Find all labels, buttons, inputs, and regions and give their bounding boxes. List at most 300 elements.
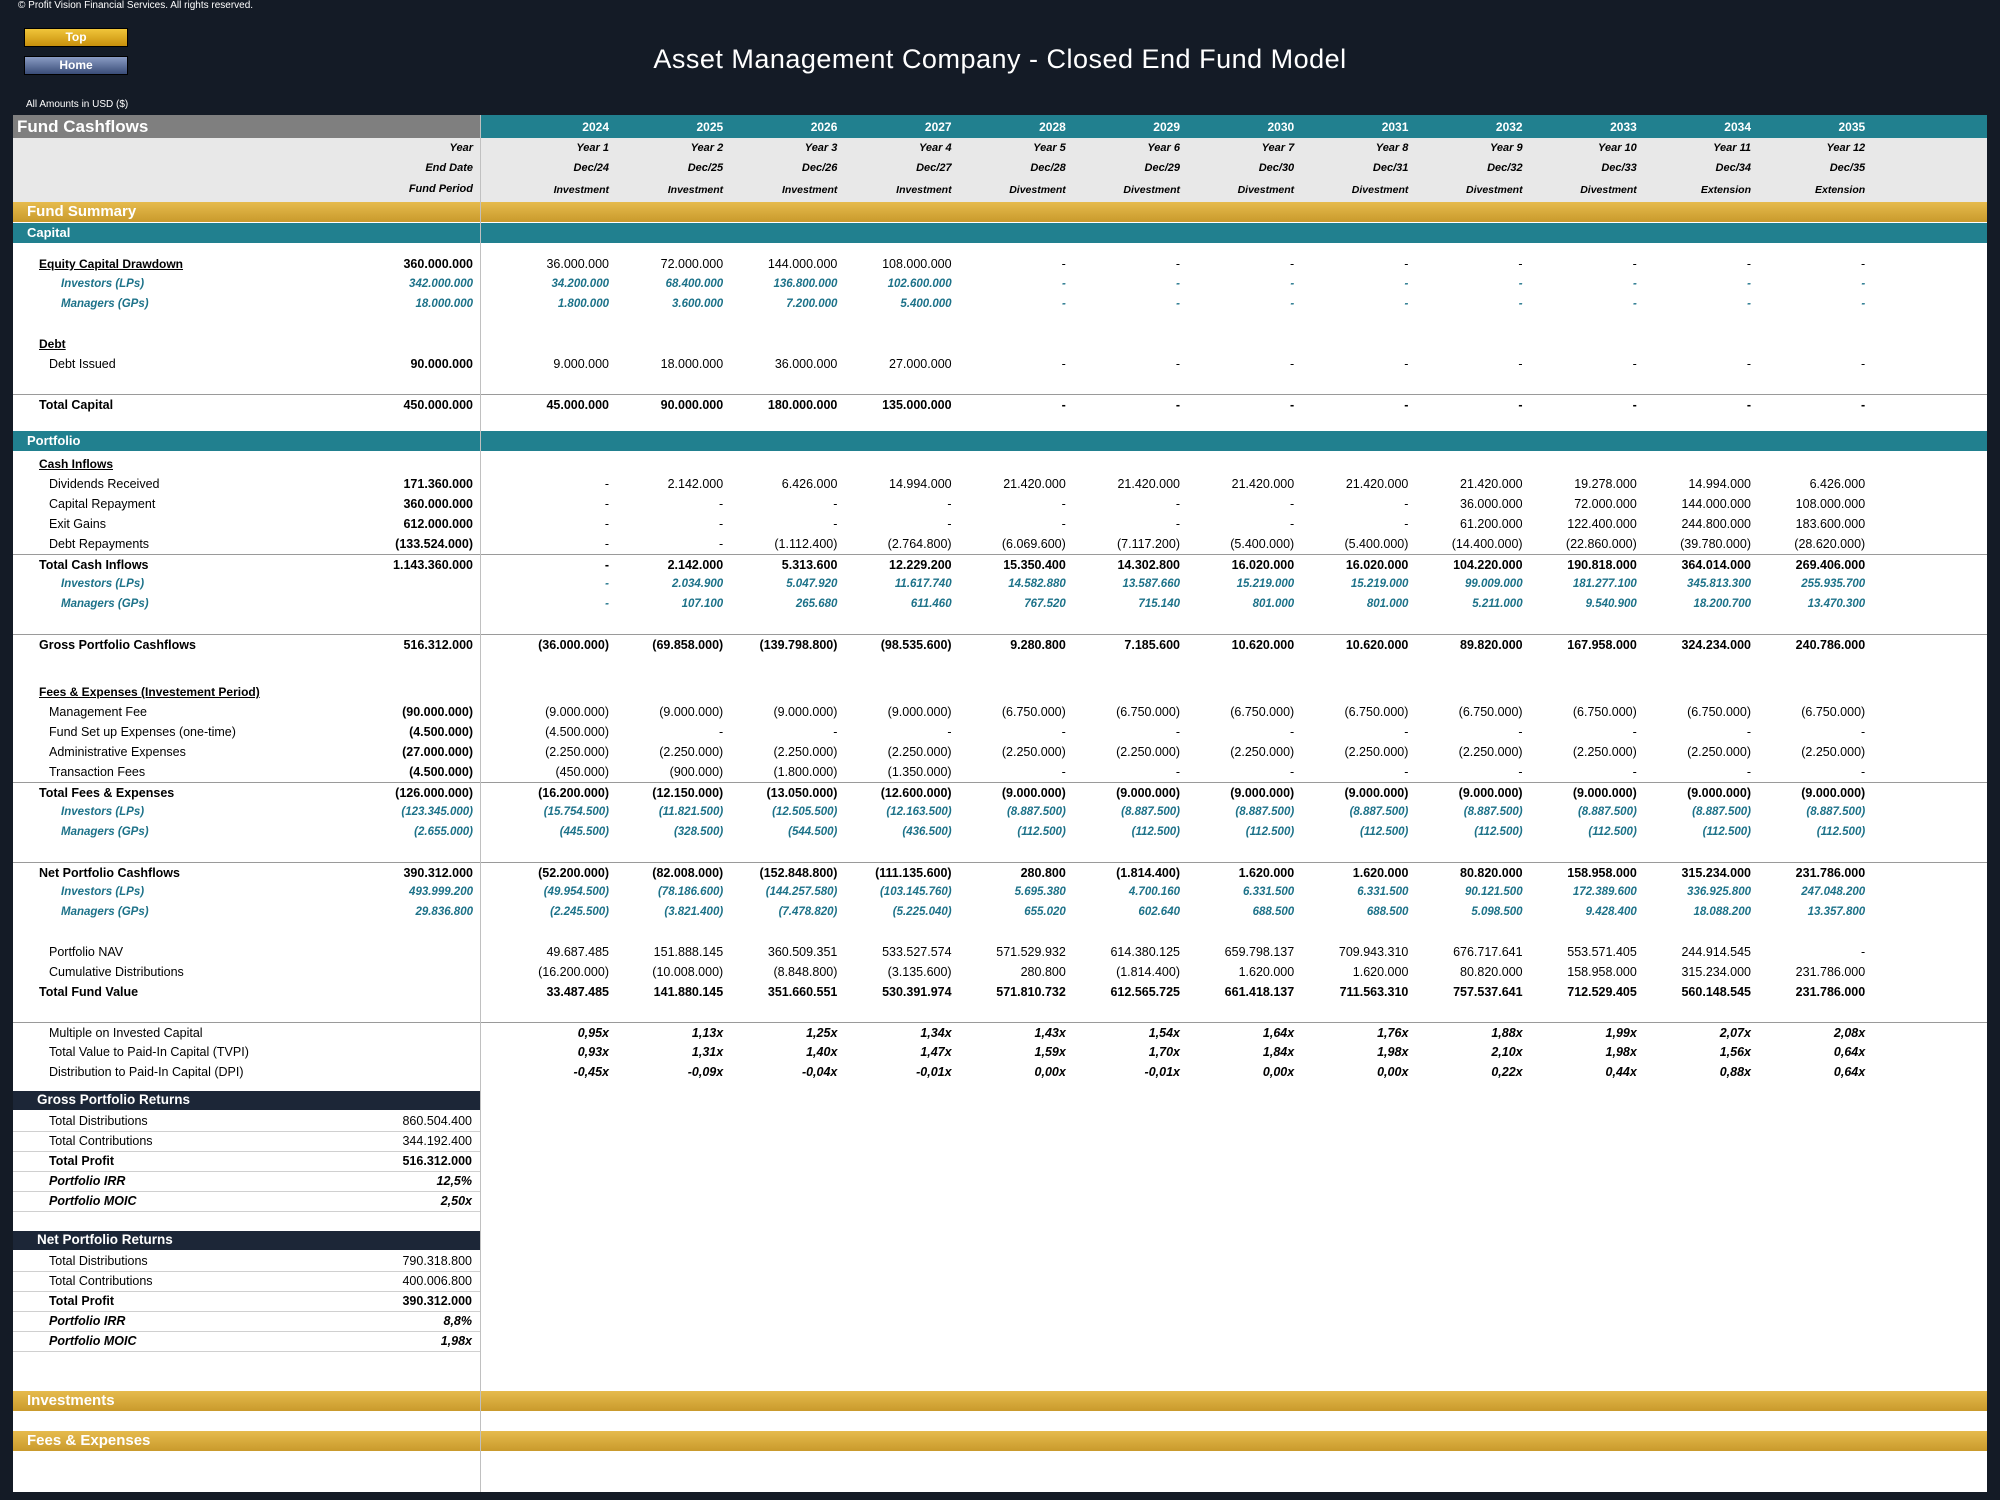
row-total: 342.000.000 — [409, 278, 473, 290]
row-label: Fund Set up Expenses (one-time) — [49, 725, 236, 739]
summary-value: 390.312.000 — [402, 1294, 472, 1308]
row-cell: 6.426.000 — [1809, 477, 1866, 491]
row-cell: (450.000) — [555, 765, 609, 779]
row-cell: 36.000.000 — [1460, 497, 1523, 511]
row-label: Net Portfolio Cashflows — [39, 866, 180, 880]
row-cell: 280.800 — [1020, 965, 1066, 979]
row-total: 360.000.000 — [403, 497, 473, 511]
row-cell: 1,34x — [920, 1026, 952, 1040]
row-label: Portfolio NAV — [49, 945, 124, 959]
summary-label: Total Profit — [49, 1294, 115, 1308]
row-label: Total Fund Value — [39, 985, 139, 999]
row-cell: 1,98x — [1605, 1045, 1637, 1059]
summary-value: 400.006.800 — [402, 1274, 472, 1288]
row-cell: - — [1746, 765, 1751, 779]
fund-period: Extension — [1815, 184, 1866, 196]
row-cell: - — [1061, 497, 1066, 511]
row-cell: (1.814.400) — [1116, 965, 1180, 979]
row-cell: (445.500) — [559, 826, 609, 838]
table-row[interactable] — [13, 962, 1987, 982]
row-cell: 104.220.000 — [1453, 558, 1523, 572]
row-cell: 1,88x — [1491, 1026, 1523, 1040]
row-cell: - — [947, 517, 952, 531]
row-label: Multiple on Invested Capital — [49, 1026, 203, 1040]
row-cell: (139.798.800) — [759, 638, 838, 652]
row-cell: 18.200.700 — [1693, 598, 1751, 610]
row-cell: (112.500) — [1360, 826, 1409, 838]
row-label: Management Fee — [49, 705, 147, 719]
row-label: Transaction Fees — [49, 765, 146, 779]
row-cell: 158.958.000 — [1567, 965, 1637, 979]
summary-row[interactable] — [13, 1151, 480, 1172]
row-cell: 61.200.000 — [1460, 517, 1523, 531]
row-cell: (6.750.000) — [1230, 705, 1295, 719]
row-cell: 715.140 — [1138, 598, 1180, 610]
table-row[interactable] — [13, 334, 1987, 354]
summary-label: Total Distributions — [49, 1114, 148, 1128]
row-cell: (4.500.000) — [545, 725, 609, 739]
row-cell: (3.821.400) — [664, 906, 724, 918]
row-cell: - — [719, 725, 724, 739]
band-label: Fund Summary — [27, 203, 137, 220]
row-cell: 141.880.145 — [653, 985, 724, 999]
row-cell: (2.250.000) — [1572, 745, 1637, 759]
summary-row[interactable] — [13, 1271, 480, 1292]
row-cell: 5.211.000 — [1472, 598, 1523, 610]
summary-value: 516.312.000 — [402, 1154, 472, 1168]
row-cell: 0,44x — [1605, 1065, 1637, 1079]
year-label: Year 3 — [804, 142, 838, 154]
row-cell: 1,47x — [920, 1045, 952, 1059]
band-label: Portfolio — [27, 433, 81, 448]
row-cell: 10.620.000 — [1231, 638, 1295, 652]
row-label: Investors (LPs) — [61, 278, 145, 290]
row-cell: (9.000.000) — [1458, 786, 1523, 800]
row-cell: - — [1404, 765, 1409, 779]
row-cell: 136.800.000 — [773, 278, 838, 290]
row-cell: - — [1061, 725, 1066, 739]
summary-row[interactable] — [13, 1331, 480, 1352]
row-cell: 255.935.700 — [1801, 578, 1866, 590]
summary-row[interactable] — [13, 1291, 480, 1312]
row-cell: 107.100 — [681, 598, 724, 610]
row-cell: 1,84x — [1262, 1045, 1295, 1059]
row-cell: - — [1176, 278, 1180, 290]
row-cell: 709.943.310 — [1338, 945, 1409, 959]
row-cell: 602.640 — [1138, 906, 1180, 918]
row-cell: - — [1861, 357, 1866, 371]
year-header: 2030 — [1267, 120, 1295, 134]
row-cell: 3.600.000 — [672, 298, 724, 310]
row-cell: 1.620.000 — [1238, 965, 1295, 979]
row-cell: 612.565.725 — [1110, 985, 1180, 999]
row-cell: (6.750.000) — [1687, 705, 1751, 719]
row-cell: 1.620.000 — [1238, 866, 1295, 880]
row-cell: 265.680 — [795, 598, 838, 610]
row-label: Fees & Expenses (Investement Period) — [39, 685, 260, 699]
table-row[interactable] — [13, 394, 1987, 415]
table-row[interactable] — [13, 702, 1987, 722]
row-cell: - — [1175, 398, 1180, 412]
row-cell: 0,64x — [1833, 1065, 1866, 1079]
summary-row[interactable] — [13, 1111, 480, 1132]
row-cell: - — [1632, 357, 1637, 371]
band-fees-expenses[interactable] — [13, 1431, 1987, 1451]
row-cell: (1.814.400) — [1116, 866, 1180, 880]
row-cell: 135.000.000 — [882, 398, 952, 412]
row-cell: (8.887.500) — [1235, 806, 1295, 818]
row-cell: (14.400.000) — [1451, 537, 1523, 551]
row-cell: (7.117.200) — [1116, 537, 1180, 551]
row-cell: (9.000.000) — [1230, 786, 1295, 800]
row-cell: (328.500) — [673, 826, 724, 838]
row-cell: 1,56x — [1719, 1045, 1751, 1059]
row-label: Managers (GPs) — [61, 298, 149, 310]
row-cell: 315.234.000 — [1681, 866, 1751, 880]
row-cell: 1,25x — [806, 1026, 838, 1040]
row-cell: (9.000.000) — [773, 705, 838, 719]
row-cell: - — [1290, 257, 1295, 271]
row-cell: 7.200.000 — [786, 298, 838, 310]
row-cell: - — [1861, 257, 1866, 271]
table-row[interactable] — [13, 1042, 1987, 1062]
row-total: (27.000.000) — [402, 745, 473, 759]
year-label: Year 7 — [1261, 142, 1295, 154]
table-row[interactable] — [13, 762, 1987, 782]
table-row[interactable] — [13, 1062, 1987, 1082]
table-row[interactable] — [13, 822, 1987, 842]
row-cell: 757.537.641 — [1453, 985, 1523, 999]
row-label: Cumulative Distributions — [49, 965, 184, 979]
row-cell: (112.500) — [1017, 826, 1066, 838]
year-header: 2031 — [1381, 120, 1409, 134]
summary-value: 860.504.400 — [402, 1114, 472, 1128]
row-cell: 14.994.000 — [1688, 477, 1751, 491]
row-cell: 767.520 — [1024, 598, 1066, 610]
row-cell: 0,00x — [1262, 1065, 1295, 1079]
row-cell: (152.848.800) — [759, 866, 838, 880]
row-cell: - — [1404, 517, 1409, 531]
row-cell: 21.420.000 — [1460, 477, 1523, 491]
table-row[interactable] — [13, 862, 1987, 883]
row-cell: 34.200.000 — [551, 278, 609, 290]
row-cell: (2.250.000) — [1801, 745, 1866, 759]
row-cell: 13.357.800 — [1807, 906, 1866, 918]
row-cell: (9.000.000) — [887, 705, 952, 719]
row-cell: - — [1747, 278, 1751, 290]
row-label: Debt Repayments — [49, 537, 150, 551]
year-label: Year 12 — [1826, 142, 1866, 154]
row-cell: 7.185.600 — [1124, 638, 1180, 652]
year-header: 2026 — [810, 120, 838, 134]
row-cell: (112.500) — [1816, 826, 1866, 838]
row-cell: 688.500 — [1366, 906, 1409, 918]
row-cell: (900.000) — [669, 765, 724, 779]
row-cell: - — [1404, 398, 1409, 412]
row-total: 390.312.000 — [403, 866, 473, 880]
row-cell: (2.245.500) — [550, 906, 609, 918]
row-cell: - — [1746, 725, 1751, 739]
end-date: Dec/31 — [1372, 162, 1409, 174]
row-cell: 1,99x — [1605, 1026, 1637, 1040]
table-row[interactable] — [13, 722, 1987, 742]
summary-value: 790.318.800 — [402, 1254, 472, 1268]
row-cell: 6.426.000 — [781, 477, 838, 491]
row-cell: 68.400.000 — [665, 278, 724, 290]
table-row[interactable] — [13, 274, 1987, 294]
row-cell: 144.000.000 — [1681, 497, 1751, 511]
row-cell: 2,10x — [1491, 1045, 1523, 1059]
row-cell: 14.302.800 — [1117, 558, 1180, 572]
summary-row[interactable] — [13, 1131, 480, 1152]
row-cell: - — [1746, 257, 1751, 271]
row-cell: 1,43x — [1034, 1026, 1066, 1040]
row-cell: 15.350.400 — [1003, 558, 1066, 572]
row-label: Distribution to Paid-In Capital (DPI) — [49, 1065, 244, 1079]
row-cell: 89.820.000 — [1460, 638, 1523, 652]
row-cell: 21.420.000 — [1003, 477, 1066, 491]
row-cell: - — [1175, 257, 1180, 271]
row-cell: 15.219.000 — [1236, 578, 1295, 590]
table-row[interactable] — [13, 742, 1987, 762]
row-cell: - — [719, 537, 724, 551]
band-investments[interactable] — [13, 1391, 1987, 1411]
row-cell: (2.250.000) — [1116, 745, 1180, 759]
row-cell: (8.887.500) — [1463, 806, 1523, 818]
row-cell: 1.620.000 — [1352, 965, 1409, 979]
row-cell: - — [1404, 357, 1409, 371]
row-cell: (49.954.500) — [543, 886, 609, 898]
fund-period: Investment — [781, 184, 838, 196]
fund-period: Divestment — [1237, 184, 1295, 196]
row-cell: 1,40x — [806, 1045, 838, 1059]
band-label: Investments — [27, 1392, 115, 1409]
row-total: 171.360.000 — [403, 477, 473, 491]
row-cell: -0,45x — [573, 1065, 609, 1079]
table-row[interactable] — [13, 514, 1987, 534]
row-label: Managers (GPs) — [61, 598, 149, 610]
table-row[interactable] — [13, 1022, 1987, 1043]
row-cell: (3.135.600) — [887, 965, 952, 979]
row-cell: - — [1518, 298, 1523, 310]
table-row[interactable] — [13, 574, 1987, 594]
row-cell: 183.600.000 — [1795, 517, 1866, 531]
row-cell: - — [1290, 725, 1295, 739]
row-cell: - — [1290, 398, 1295, 412]
row-cell: - — [1175, 517, 1180, 531]
end-date: Dec/26 — [801, 162, 838, 174]
row-cell: 2,08x — [1833, 1026, 1866, 1040]
row-cell: 269.406.000 — [1795, 558, 1866, 572]
row-cell: (9.000.000) — [1344, 786, 1409, 800]
row-cell: - — [1632, 398, 1637, 412]
summary-label: Portfolio IRR — [49, 1174, 126, 1188]
row-label: Total Fees & Expenses — [39, 786, 175, 800]
table-row[interactable] — [13, 354, 1987, 374]
row-cell: (6.750.000) — [1344, 705, 1409, 719]
gross-returns-header — [13, 1091, 480, 1110]
row-total: (133.524.000) — [395, 537, 473, 551]
table-row[interactable] — [13, 882, 1987, 902]
end-date: Dec/33 — [1601, 162, 1637, 174]
row-cell: 72.000.000 — [660, 257, 724, 271]
row-cell: 530.391.974 — [882, 985, 952, 999]
spreadsheet[interactable] — [13, 115, 1987, 1492]
row-cell: (8.887.500) — [1349, 806, 1409, 818]
row-label: Equity Capital Drawdown — [39, 257, 184, 271]
row-cell: 144.000.000 — [767, 257, 838, 271]
row-cell: -0,04x — [801, 1065, 838, 1079]
row-cell: 688.500 — [1252, 906, 1295, 918]
row-cell: (111.135.600) — [875, 866, 952, 880]
row-cell: (1.112.400) — [774, 537, 838, 551]
table-row[interactable] — [13, 942, 1987, 962]
fund-period: Divestment — [1465, 184, 1523, 196]
row-cell: - — [604, 558, 609, 572]
table-row[interactable] — [13, 254, 1987, 274]
row-cell: 18.088.200 — [1693, 906, 1751, 918]
table-row[interactable] — [13, 594, 1987, 614]
row-cell: 0,00x — [1034, 1065, 1066, 1079]
row-cell: - — [1175, 497, 1180, 511]
band-label: Fees & Expenses — [27, 1432, 151, 1449]
row-cell: (8.887.500) — [1121, 806, 1180, 818]
year-label: Year 2 — [690, 142, 724, 154]
row-cell: - — [1632, 278, 1637, 290]
row-cell: 0,95x — [577, 1026, 609, 1040]
summary-value: 12,5% — [436, 1174, 472, 1188]
table-row[interactable] — [13, 782, 1987, 803]
table-row[interactable] — [13, 534, 1987, 554]
row-cell: 0,64x — [1833, 1045, 1866, 1059]
row-cell: (52.200.000) — [538, 866, 609, 880]
summary-label: Total Profit — [49, 1154, 115, 1168]
row-cell: (112.500) — [1245, 826, 1295, 838]
summary-label: Portfolio MOIC — [49, 1194, 137, 1208]
page-title: Asset Management Company - Closed End Fund Model — [653, 44, 1347, 74]
row-cell: 45.000.000 — [546, 398, 609, 412]
row-cell: (6.750.000) — [1116, 705, 1180, 719]
row-cell: (1.800.000) — [773, 765, 838, 779]
copyright-text: © Profit Vision Financial Services. All rights reserved. — [18, 0, 254, 11]
band-fund-summary[interactable] — [13, 202, 1987, 222]
row-cell: 1.620.000 — [1352, 866, 1409, 880]
row-cell: 571.529.932 — [996, 945, 1066, 959]
row-cell: (78.186.600) — [657, 886, 724, 898]
row-cell: 0,00x — [1377, 1065, 1409, 1079]
row-cell: 711.563.310 — [1339, 985, 1409, 999]
row-cell: - — [1632, 765, 1637, 779]
row-cell: (9.000.000) — [1572, 786, 1637, 800]
row-label: Debt Issued — [49, 357, 116, 371]
row-cell: 231.786.000 — [1795, 866, 1866, 880]
row-cell: 9.540.900 — [1585, 598, 1637, 610]
row-cell: 611.460 — [910, 598, 952, 610]
summary-row[interactable] — [13, 1171, 480, 1192]
row-cell: 2.142.000 — [667, 477, 724, 491]
net-returns-header — [13, 1231, 480, 1250]
fund-period: Divestment — [1009, 184, 1066, 196]
row-cell: -0,01x — [1144, 1065, 1180, 1079]
table-row[interactable] — [13, 474, 1987, 494]
row-cell: 15.219.000 — [1350, 578, 1409, 590]
fund-period: Divestment — [1351, 184, 1409, 196]
table-row[interactable] — [13, 682, 1987, 702]
top-button[interactable]: Top — [24, 28, 128, 47]
year-label: Year 8 — [1375, 142, 1409, 154]
row-cell: - — [1061, 765, 1066, 779]
summary-row[interactable] — [13, 1251, 480, 1272]
row-cell: 1,70x — [1148, 1045, 1180, 1059]
row-label: Total Value to Paid-In Capital (TVPI) — [49, 1045, 249, 1059]
table-row[interactable] — [13, 634, 1987, 655]
row-cell: (544.500) — [788, 826, 838, 838]
row-cell: (39.780.000) — [1680, 537, 1751, 551]
column-divider — [480, 115, 481, 1492]
summary-row[interactable] — [13, 1191, 480, 1212]
row-cell: (8.887.500) — [1806, 806, 1866, 818]
row-cell: 122.400.000 — [1567, 517, 1637, 531]
row-cell: - — [947, 497, 952, 511]
row-cell: - — [1175, 725, 1180, 739]
row-label: Managers (GPs) — [61, 906, 149, 918]
row-cell: (2.250.000) — [1344, 745, 1409, 759]
home-button[interactable]: Home — [24, 56, 128, 75]
table-row[interactable] — [13, 494, 1987, 514]
row-cell: 18.000.000 — [660, 357, 724, 371]
row-cell: 19.278.000 — [1574, 477, 1637, 491]
row-cell: (15.754.500) — [543, 806, 609, 818]
summary-row[interactable] — [13, 1311, 480, 1332]
summary-value: 8,8% — [443, 1314, 472, 1328]
table-row[interactable] — [13, 454, 1987, 474]
row-cell: 6.331.500 — [1243, 886, 1295, 898]
table-row[interactable] — [13, 982, 1987, 1002]
row-cell: 1,31x — [691, 1045, 724, 1059]
row-cell: (11.821.500) — [658, 806, 724, 818]
row-cell: 1,54x — [1148, 1026, 1180, 1040]
row-cell: (12.600.000) — [880, 786, 952, 800]
row-total: (90.000.000) — [402, 705, 473, 719]
row-cell: 1,13x — [691, 1026, 724, 1040]
table-row[interactable] — [13, 902, 1987, 922]
summary-value: 2,50x — [440, 1194, 472, 1208]
row-cell: 12.229.200 — [889, 558, 952, 572]
end-date: Dec/32 — [1487, 162, 1523, 174]
row-cell: 14.994.000 — [889, 477, 952, 491]
gross-returns-title: Gross Portfolio Returns — [37, 1092, 191, 1107]
row-cell: 167.958.000 — [1567, 638, 1637, 652]
row-total: 360.000.000 — [403, 257, 473, 271]
row-cell: (2.764.800) — [887, 537, 952, 551]
row-cell: (13.050.000) — [766, 786, 838, 800]
meta-label-year: Year — [449, 142, 473, 154]
row-cell: (2.250.000) — [773, 745, 838, 759]
row-cell: (2.250.000) — [1001, 745, 1066, 759]
row-cell: (8.887.500) — [1577, 806, 1637, 818]
table-row[interactable] — [13, 802, 1987, 822]
row-cell: 364.014.000 — [1681, 558, 1751, 572]
row-cell: 5.313.600 — [781, 558, 838, 572]
table-row[interactable] — [13, 554, 1987, 575]
row-cell: - — [1518, 278, 1523, 290]
row-cell: 5.047.920 — [786, 578, 838, 590]
table-row[interactable] — [13, 294, 1987, 314]
row-cell: (5.400.000) — [1230, 537, 1295, 551]
year-label: Year 6 — [1147, 142, 1180, 154]
row-cell: (2.250.000) — [545, 745, 609, 759]
row-cell: 108.000.000 — [1795, 497, 1866, 511]
